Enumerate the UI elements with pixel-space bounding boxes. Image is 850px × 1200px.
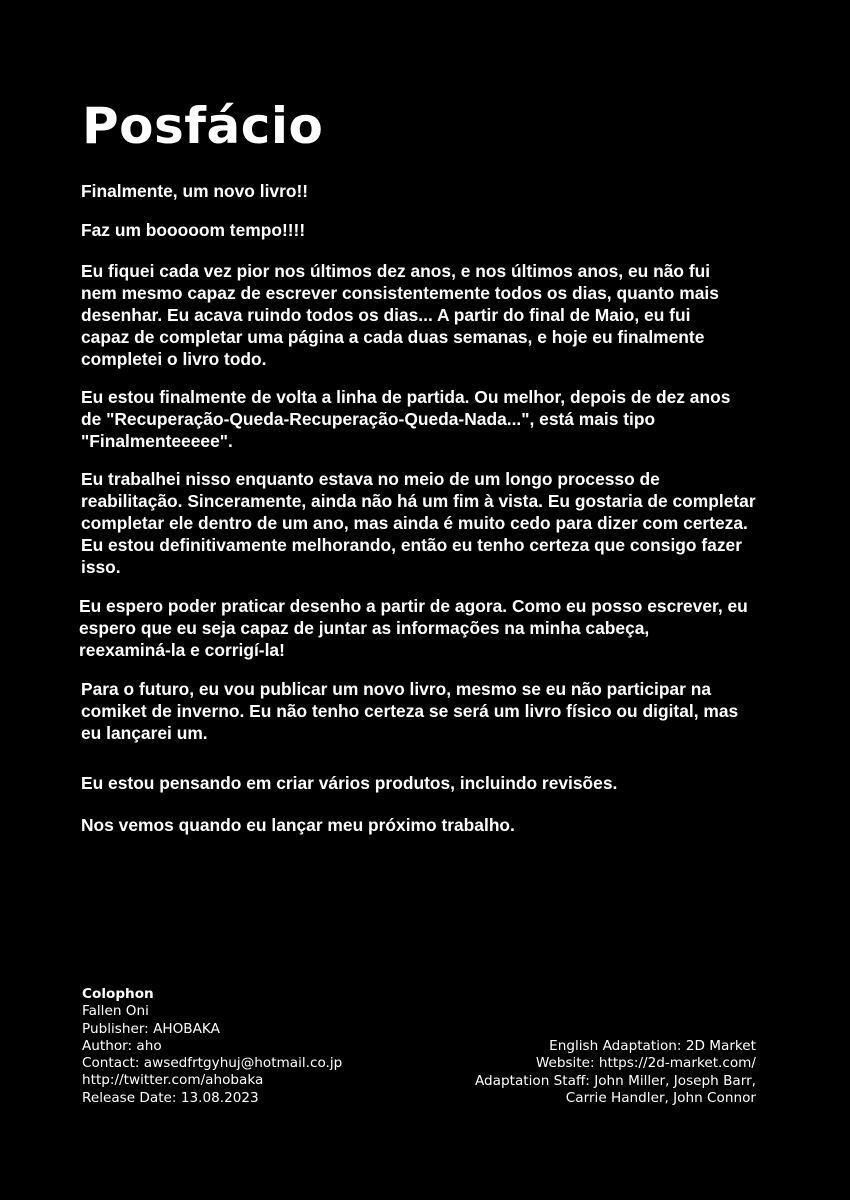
colophon-heading: Colophon bbox=[82, 986, 154, 1002]
paragraph-line: completar ele dentro de um ano, mas ainda é muito cedo para dizer com certeza. bbox=[81, 513, 748, 533]
paragraph-line: Eu estou definitivamente melhorando, então eu tenho certeza que consigo fazer bbox=[81, 535, 742, 555]
colophon-twitter: http://twitter.com/ahobaka bbox=[82, 1072, 264, 1089]
paragraph-7 bbox=[81, 678, 738, 744]
paragraph-line: espero que eu seja capaz de juntar as informações na minha cabeça, bbox=[79, 618, 650, 638]
paragraph-line: Eu trabalhei nisso enquanto estava no meio de um longo processo de bbox=[81, 469, 660, 489]
paragraph-9 bbox=[81, 814, 515, 836]
paragraph-line: Finalmente, um novo livro!! bbox=[81, 181, 309, 201]
credits-staff-line-2: Carrie Handler, John Connor bbox=[565, 1089, 756, 1106]
paragraph-1 bbox=[81, 180, 308, 202]
paragraph-line: reabilitação. Sinceramente, ainda não há um fim à vista. Eu gostaria de completar bbox=[81, 491, 756, 511]
paragraph-line: Para o futuro, eu vou publicar um novo livro, mesmo se eu não participar na bbox=[81, 679, 712, 699]
page-title: Posfácio bbox=[82, 97, 324, 155]
colophon-title: Fallen Oni bbox=[82, 1003, 149, 1020]
paragraph-line: Eu espero poder praticar desenho a partir de agora. Como eu posso escrever, eu bbox=[79, 596, 748, 616]
paragraph-line: Nos vemos quando eu lançar meu próximo trabalho. bbox=[81, 815, 515, 835]
colophon-publisher: Publisher: AHOBAKA bbox=[82, 1020, 220, 1037]
credits-website: Website: https://2d-market.com/ bbox=[535, 1055, 756, 1072]
paragraph-line: capaz de completar uma página a cada duas semanas, e hoje eu finalmente bbox=[81, 327, 705, 347]
paragraph-line: desenhar. Eu acava ruindo todos os dias... A partir do final de Maio, eu fui bbox=[81, 305, 691, 325]
colophon-author: Author: aho bbox=[82, 1037, 162, 1054]
paragraph-4 bbox=[81, 386, 730, 452]
colophon-release-date: Release Date: 13.08.2023 bbox=[82, 1089, 259, 1106]
paragraph-line: reexaminá-la e corrigí-la! bbox=[79, 640, 285, 660]
paragraph-line: completei o livro todo. bbox=[81, 349, 267, 369]
paragraph-6 bbox=[79, 595, 748, 661]
adaptation-credits bbox=[475, 1038, 756, 1107]
paragraph-line: nem mesmo capaz de escrever consistentemente todos os dias, quanto mais bbox=[81, 283, 719, 303]
paragraph-line: comiket de inverno. Eu não tenho certeza se será um livro físico ou digital, mas bbox=[81, 701, 739, 721]
paragraph-line: de "Recuperação-Queda-Recuperação-Queda-Nada...", está mais tipo bbox=[81, 409, 656, 429]
paragraph-line: Eu estou pensando em criar vários produtos, incluindo revisões. bbox=[81, 773, 618, 793]
paragraph-line: isso. bbox=[81, 557, 121, 577]
paragraph-line: "Finalmenteeeee". bbox=[81, 431, 233, 451]
paragraph-line: Faz um booooom tempo!!!! bbox=[81, 220, 306, 240]
paragraph-5 bbox=[81, 468, 756, 578]
paragraph-2 bbox=[81, 219, 305, 241]
paragraph-line: Eu estou finalmente de volta a linha de partida. Ou melhor, depois de dez anos bbox=[81, 387, 731, 407]
credits-adaptation: English Adaptation: 2D Market bbox=[549, 1038, 756, 1054]
paragraph-3 bbox=[81, 260, 719, 370]
paragraph-line: Eu fiquei cada vez pior nos últimos dez anos, e nos últimos anos, eu não fui bbox=[81, 261, 711, 281]
paragraph-line: eu lançarei um. bbox=[81, 723, 208, 743]
colophon-block bbox=[82, 986, 342, 1107]
paragraph-8 bbox=[81, 772, 617, 794]
credits-staff-line-1: Adaptation Staff: John Miller, Joseph Barr, bbox=[474, 1072, 756, 1089]
colophon-contact: Contact: awsedfrtgyhuj@hotmail.co.jp bbox=[82, 1055, 343, 1072]
